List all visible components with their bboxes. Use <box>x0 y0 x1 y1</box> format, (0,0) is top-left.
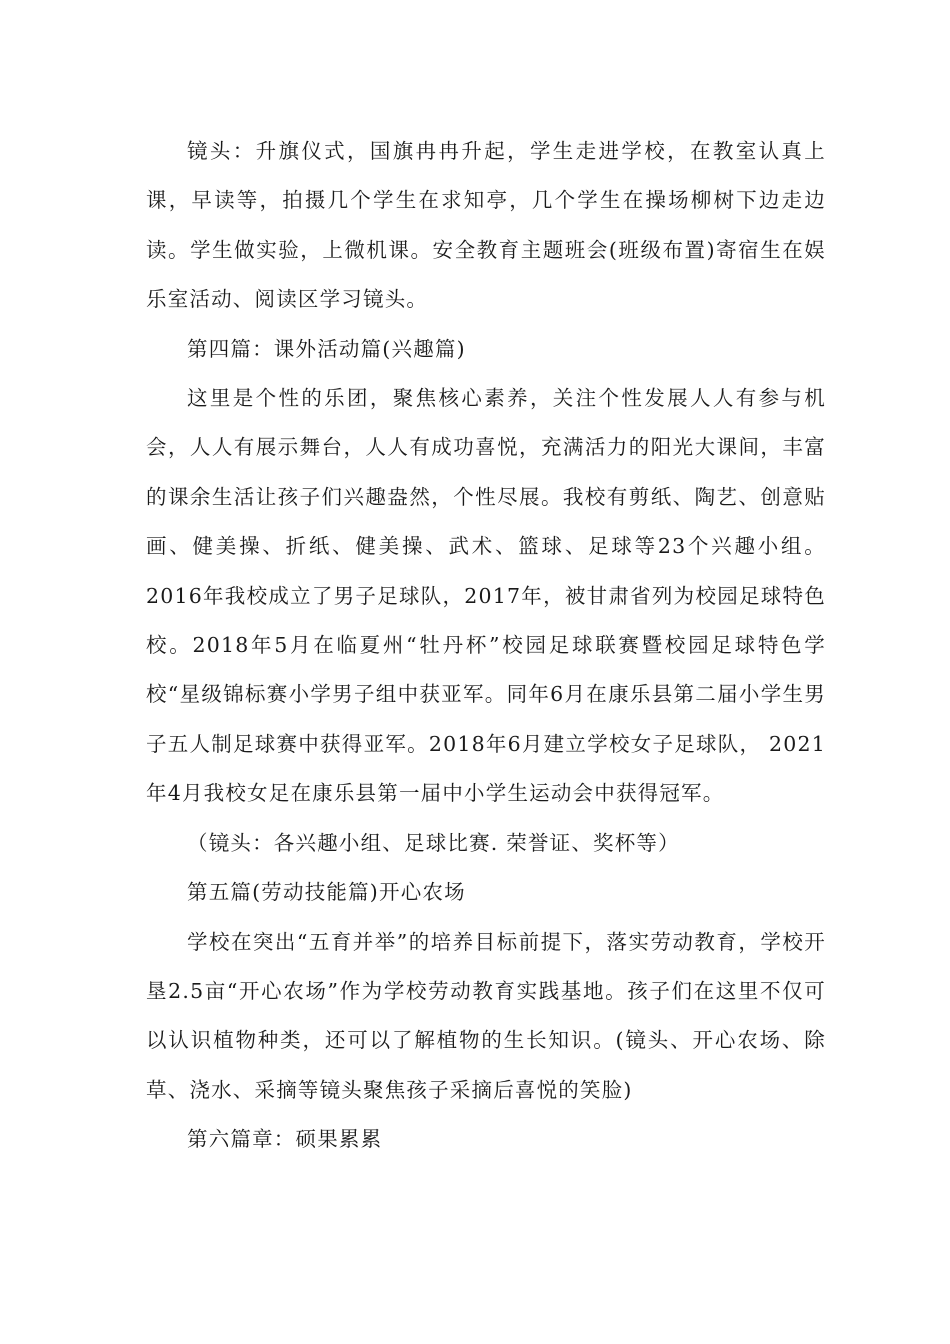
section-heading-4: 第四篇：课外活动篇(兴趣篇) <box>187 336 466 361</box>
paragraph-interest-groups: 这里是个性的乐团，聚焦核心素养，关注个性发展人人有参与机会，人人有展示舞台，人人有成功喜悦，充满活力的阳光大课间，丰富的课余生活让孩子们兴趣盎然，个性尽展。我校有剪纸、陶艺、创意贴画、健美操、折纸、健美操、武术、篮球、足球等23个兴趣小组。2016年我校成立了男子足球队，2017年，被甘肃省列为校园足球特色校。2018年5月在临夏州“牡丹杯”校园足球联赛暨校园足球特色学校“星级锦标赛小学男子组中获亚军。同年6月在康乐县第二届小学生男子五人制足球赛中获得亚军。2018年6月建立学校女子足球队， 2021年4月我校女足在康乐县第一届中小学生运动会中获得冠军。 <box>146 386 826 806</box>
document-body <box>146 127 826 1165</box>
paragraph-happy-farm: 学校在突出“五育并举”的培养目标前提下，落实劳动教育，学校开垦2.5亩“开心农场”作为学校劳动教育实践基地。孩子们在这里不仅可以认识植物种类，还可以了解植物的生长知识。(镜头、开心农场、除草、浇水、采摘等镜头聚焦孩子采摘后喜悦的笑脸) <box>146 929 826 1102</box>
section-heading-5: 第五篇(劳动技能篇)开心农场 <box>187 880 466 905</box>
paragraph-shots-interest: （镜头：各兴趣小组、足球比赛. 荣誉证、奖杯等） <box>187 830 680 855</box>
section-heading-6: 第六篇章：硕果累累 <box>187 1127 383 1152</box>
paragraph-shots-campus-life: 镜头：升旗仪式，国旗冉冉升起，学生走进学校，在教室认真上课，早读等，拍摄几个学生在求知亭，几个学生在操场柳树下边走边读。学生做实验，上微机课。安全教育主题班会(班级布置)寄宿生在娱乐室活动、阅读区学习镜头。 <box>146 139 826 312</box>
